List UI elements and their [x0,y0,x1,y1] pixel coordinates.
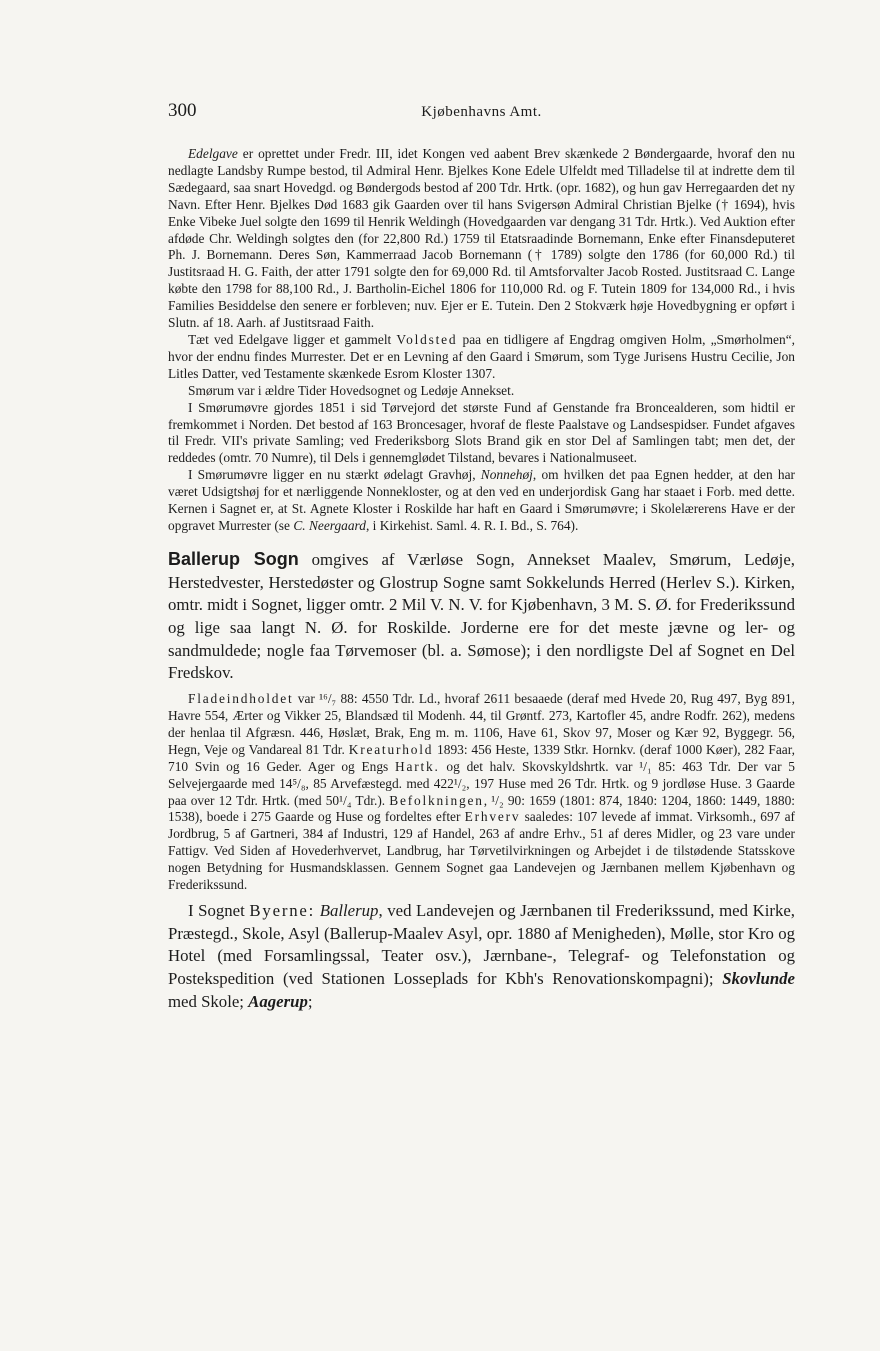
page-body [168,146,795,1013]
ballerup-statistics [168,691,795,894]
paragraph-smorum-annex: Smørum var i ældre Tider Hovedsognet og Ledøje Annekset. [188,382,515,398]
town-name-aagerup: Aagerup [248,991,308,1011]
term-voldsted: Voldsted [396,331,458,347]
parish-heading: Ballerup Sogn [168,548,299,569]
ballerup-towns [168,900,795,1014]
running-title: Kjøbenhavns Amt. [421,104,542,120]
label-hartk: Hartk. [395,758,440,774]
paragraph-bronze-find: I Smørumøvre gjordes 1851 i sid Tørvejord det største Fund af Genstande fra Broncealderen, som hidtil er fremkommet i Norden. Det bestod af 163 Broncesager, hvoraf de fleste Paalstave og Landsespidser. Fundet afgaves til Fredr. VII's private Samling; ved Frederiksborg Slots Brand gik en stor Del af Samlingen tabt; men det, der reddedes (omtr. 70 Numre), til Dels i gennemglødet Tilstand, bevares i Nationalmuseet. [168,399,795,466]
place-name-nonnehoj: Nonnehøj [480,467,533,483]
paragraph-voldsted: Tæt ved Edelgave ligger et gammelt Voldsted paa en tidligere af Engdrag omgiven Holm, „Smørholmen“, hvor der endnu findes Murrester. Det er en Levning af den Gaard i Smørum, som Tyge Jurisens Hustru Cecilie, Jon Litles Datter, ved Testamente skænkede Esrom Kloster 1307. [168,331,795,381]
edelgave-section [168,146,795,535]
label-kreaturhold: Kreaturhold [348,741,434,757]
label-fladeindholdet: Fladeindholdet [188,691,294,707]
paragraph-nonnehoj: I Smørumøvre ligger en nu stærkt ødelagt Gravhøj, Nonnehøj, om hvilken det paa Egnen hedder, at den har været Udsigtshøj for et nærliggende Nonnekloster, og at den ved en underjordisk Gang har staaet i Forb. med dette. Kernen i Sagnet er, at St. Agnete Kloster i Roskilde har haft en Gaard i Smørumøvre; i Skolelærerens Have er der opgravet Murrester (se C. Neergaard, i Kirkehist. Saml. 4. R. I. Bd., S. 764). [168,467,795,533]
town-name-ballerup: Ballerup [319,900,379,920]
paragraph-ballerup-intro: Ballerup Sogn omgives af Værløse Sogn, Annekset Maalev, Smørum, Ledøje, Herstedvester, Herstedøster og Glostrup Sogne samt Sokkelunds Herred (Herlev S.). Kirken, omtr. midt i Sognet, ligger omtr. 2 Mil V. N. V. for Kjøbenhavn, 3 M. S. Ø. for Frederikssund og lige saa langt N. Ø. for Roskilde. Jorderne ere for det meste jævne og ler- og sandmuldede; nogle faa Tørvemoser (bl. a. Sømose); i den nordligste Del af Sognet en Del Fredskov. [168,548,795,683]
paragraph-edelgave-history: Edelgave er oprettet under Fredr. III, idet Kongen ved aabent Brev skænkede 2 Bøndergaarde, hvoraf den nu nedlagte Landsby Rumpe bestod, til Admiral Henr. Bjelkes Kone Edele Ulfeldt med Tilladelse til at indrette dem til Sædegaard, saa snart Hovedgd. og Bøndergods bestod af 200 Tdr. Hrtk. (opr. 1682), og hun gav Herregaarden det ny Navn. Efter Henr. Bjelkes Død 1683 gik Gaarden over til hans Svigersøn Admiral Christian Bjelke († 1694), hvis Enke Vibeke Juel solgte den 1699 til Henrik Weldingh (Hovedgaarden var dengang 31 Tdr. Hrtk.). Ved Auktion efter afdøde Chr. Weldingh solgtes den (for 22,800 Rd.) 1759 til Etatsraadinde Bornemann, Enke efter Finansdeputeret Ph. J. Bornemann. Deres Søn, Kammerraad Jacob Bornemann († 1789) solgte den 1786 (for 60,000 Rd.) til Justitsraad H. G. Faith, der atter 1791 solgte den for 69,000 Rd. til Amtsforvalter Jacob Rosted. Justitsraad C. Lange købte den 1798 for 88,100 Rd., J. Bartholin-Eichel 1806 for 110,000 Rd. og F. Tutein 1809 for 134,000 Rd., i hvis Families Besiddelse den senere er forbleven; nuv. Ejer er E. Tutein. Den 2 Stokværk høje Hovedbygning er opført i Slutn. af 18. Aarh. af Justitsraad Faith. [168,146,795,331]
label-erhverv: Erhverv [464,809,521,825]
label-befolkningen: Befolkningen [389,792,484,808]
paragraph-statistics: Fladeindholdet var ¹⁶/₇ 88: 4550 Tdr. Ld., hvoraf 2611 besaaede (deraf med Hvede 20, Rug 497, Byg 891, Havre 554, Ærter og Vikker 25, Blandsæd til Modenh. 44, til Grøntf. 273, Kartofler 45, andre Rodfr. 262), medens der henlaa til Afgræsn. 446, Høslæt, Brak, Eng m. m. 1106, Have 61, Skov 97, Moser og Kær 92, Byggegr. 56, Hegn, Veje og Vandareal 81 Tdr. Kreaturhold 1893: 456 Heste, 1339 Stkr. Hornkv. (deraf 1000 Køer), 282 Faar, 710 Svin og 16 Geder. Ager og Engs Hartk. og det halv. Skovskyldshrtk. var ¹/₁ 85: 463 Tdr. Der var 5 Selvejergaarde med 14⁵/₈, 85 Arvefæstegd. med 422¹/₂, 197 Huse med 26 Tdr. Hrtk. og 9 jordløse Huse. 3 Gaarde paa over 12 Tdr. Hrtk. (med 50¹/₄ Tdr.). Befolkningen, ¹/₂ 90: 1659 (1801: 874, 1840: 1204, 1860: 1449, 1880: 1538), boede i 275 Gaarde og Huse og fordeltes efter Erhverv saaledes: 107 levede af immat. Virksomh., 697 af Jordbrug, 5 af Gartneri, 384 af Industri, 129 af Handel, 263 af andre Erhv., 51 af deres Midler, og 23 vare under Fattigv. Ved Siden af Hovederhvervet, Landbrug, har Tørvetilvirkningen og Arbejdet i de tilstødende Statsskove nogen Betydning for Husmandsklassen. Gennem Sognet gaa Landevejen og Jærnbanen mellem Kjøbenhavn og Frederikssund. [168,691,795,893]
reference-author: C. Neergaard [293,517,366,533]
page-header [168,100,795,130]
ballerup-intro [168,548,795,685]
paragraph-towns: I Sognet Byerne: Ballerup, ved Landevejen og Jærnbanen til Frederikssund, med Kirke, Præstegd., Skole, Asyl (Ballerup-Maalev Asyl, opr. 1880 af Menigheden), Mølle, stor Kro og Hotel (med Forsamlingssal, Teater osv.), Jærnbane-, Telegraf- og Telefonstation og Postekspedition (ved Stationen Losseplads for Kbh's Renovationskompagni); Skovlunde med Skole; Aagerup; [168,900,795,1011]
label-byerne: Byerne: [249,900,316,920]
town-name-skovlunde: Skovlunde [722,969,795,989]
page-number: 300 [168,100,197,121]
place-name-edelgave: Edelgave [188,146,238,161]
